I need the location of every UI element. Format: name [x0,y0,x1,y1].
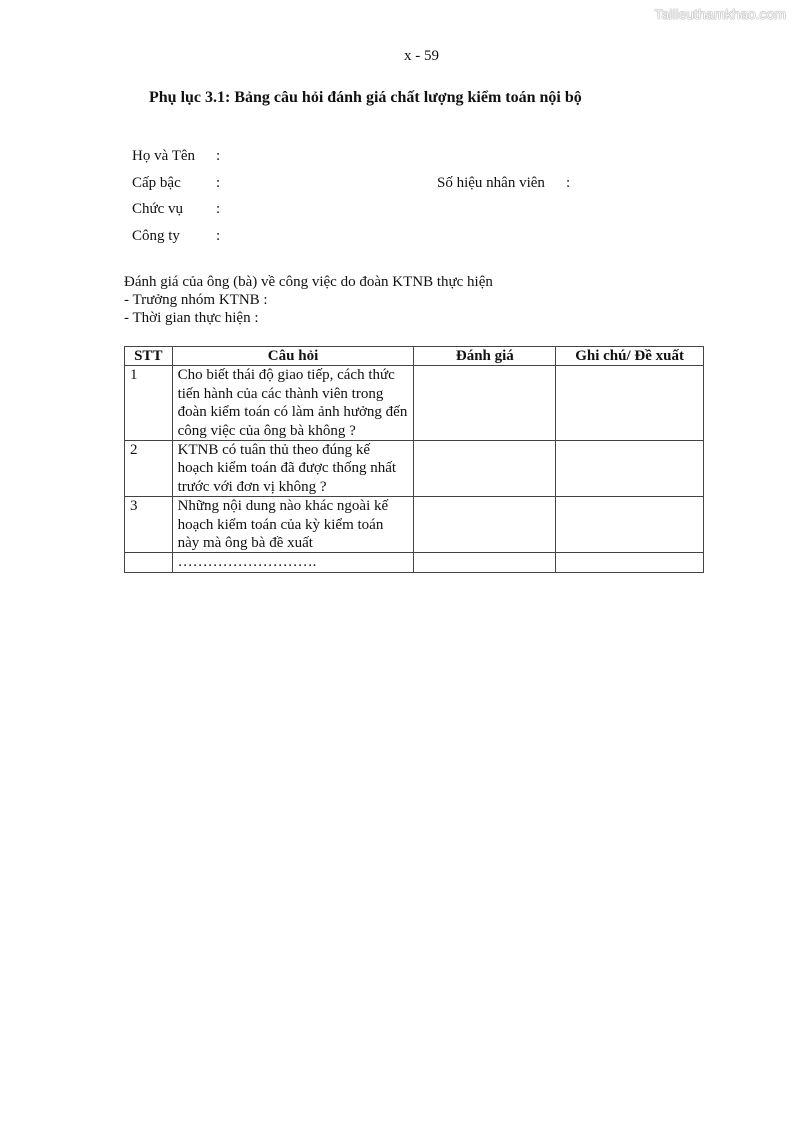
cell-note[interactable] [556,441,704,497]
cell-note[interactable] [556,366,704,441]
table-row [125,441,704,497]
info-field-rank [132,175,220,192]
cell-stt [125,553,173,572]
cell-rating[interactable] [414,497,556,553]
cell-question: ………………………. [172,553,414,572]
info-label: Số hiệu nhân viên [437,175,545,191]
info-label: Cấp bậc [132,175,181,191]
cell-note[interactable] [556,553,704,572]
cell-stt: 2 [125,441,173,497]
cell-rating[interactable] [414,441,556,497]
table-row [125,366,704,441]
cell-question: Những nội dung nào khác ngoài kế hoạch kiểm toán của kỳ kiểm toán này mà ông bà đề xuất [172,497,414,553]
info-sep: : [216,201,221,217]
cell-stt: 3 [125,497,173,553]
page-number: x - 59 [404,48,439,64]
info-field-employee-id [437,175,570,192]
info-field-company [132,228,220,245]
cell-stt: 1 [125,366,173,441]
column-header: Ghi chú/ Đề xuất [556,347,704,366]
intro-section [124,273,493,327]
cell-question: Cho biết thái độ giao tiếp, cách thức tiến hành của các thành viên trong đoàn kiểm toán có làm ảnh hưởng đến công việc của ông bà không ? [172,366,414,441]
intro-line: Đánh giá của ông (bà) về công việc do đoàn KTNB thực hiện [124,274,493,290]
document-title: Phụ lục 3.1: Bảng câu hỏi đánh giá chất lượng kiểm toán nội bộ [149,89,582,106]
info-field-position [132,201,220,218]
table-row [125,497,704,553]
info-sep: : [566,175,571,191]
watermark: Tailieuthamkhao.com [654,6,786,22]
info-label: Công ty [132,228,180,244]
cell-note[interactable] [556,497,704,553]
column-header: Câu hỏi [172,347,414,366]
column-header: STT [125,347,173,366]
intro-line: - Trưởng nhóm KTNB : [124,292,268,308]
intro-line: - Thời gian thực hiện : [124,310,259,326]
cell-question: KTNB có tuân thủ theo đúng kế hoạch kiểm toán đã được thống nhất trước với đơn vị không ? [172,441,414,497]
info-field-name [132,148,220,165]
info-sep: : [216,175,221,191]
info-label: Họ và Tên [132,148,196,164]
column-header: Đánh giá [414,347,556,366]
table-row [125,553,704,572]
info-sep: : [216,148,221,164]
table-header-row [125,347,704,366]
info-label: Chức vụ [132,201,184,217]
cell-rating[interactable] [414,366,556,441]
questionnaire-table [124,346,704,573]
info-sep: : [216,228,221,244]
cell-rating[interactable] [414,553,556,572]
